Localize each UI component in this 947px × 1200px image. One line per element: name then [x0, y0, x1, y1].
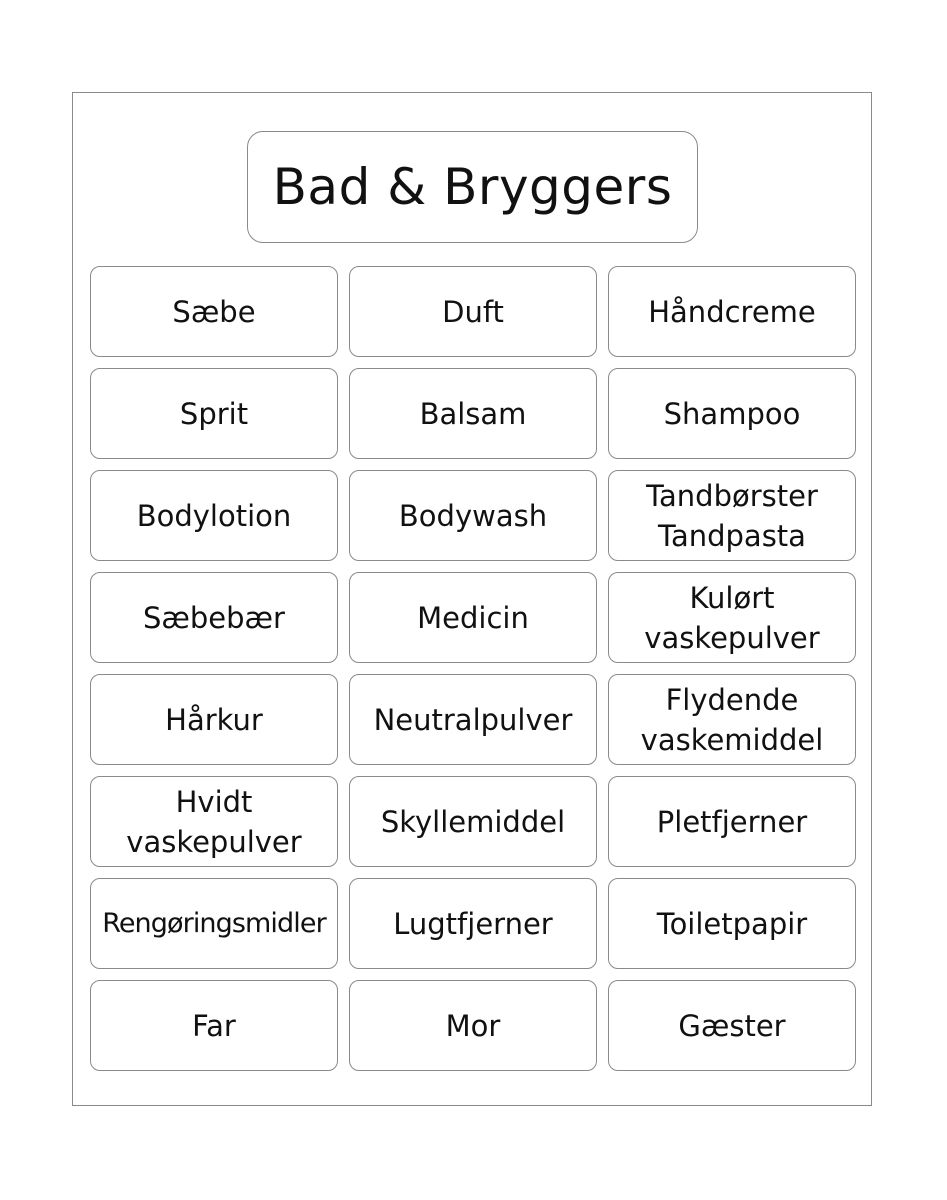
- label-text: Håndcreme: [648, 294, 816, 329]
- label-text: Pletfjerner: [656, 804, 808, 839]
- label-balsam: [349, 368, 597, 459]
- label-skyllemiddel: [349, 776, 597, 867]
- label-far: [90, 980, 338, 1071]
- label-haandcreme: [608, 266, 856, 357]
- label-text-line-2: vaskepulver: [644, 620, 820, 655]
- label-text: Lugtfjerner: [393, 906, 553, 941]
- label-sprit: [90, 368, 338, 459]
- label-pletfjerner: [608, 776, 856, 867]
- label-gaester: [608, 980, 856, 1071]
- label-hvidt-vaskepulver: [90, 776, 338, 867]
- page-title: Bad & Bryggers: [272, 158, 673, 216]
- label-duft: [349, 266, 597, 357]
- label-grid: [90, 266, 858, 1071]
- label-toiletpapir: [608, 878, 856, 969]
- label-text-line-2: vaskepulver: [126, 824, 302, 859]
- label-bodywash: [349, 470, 597, 561]
- label-text: Gæster: [678, 1008, 786, 1043]
- label-text: Far: [192, 1008, 236, 1043]
- label-text: Sæbe: [172, 294, 256, 329]
- label-text-line-2: vaskemiddel: [640, 722, 824, 757]
- label-text-line-2: Tandpasta: [658, 518, 806, 553]
- label-lugtfjerner: [349, 878, 597, 969]
- label-text: Neutralpulver: [373, 702, 573, 737]
- label-saebe: [90, 266, 338, 357]
- label-bodylotion: [90, 470, 338, 561]
- label-haarkur: [90, 674, 338, 765]
- label-text: Duft: [442, 294, 504, 329]
- label-text-line-1: Flydende: [665, 682, 799, 717]
- label-text: Rengøringsmidler: [102, 907, 326, 939]
- label-text: Skyllemiddel: [380, 804, 566, 839]
- label-text: Sæbebær: [143, 600, 285, 635]
- label-neutralpulver: [349, 674, 597, 765]
- label-text: Shampoo: [663, 396, 801, 431]
- label-text: Toiletpapir: [656, 906, 808, 941]
- label-text: Balsam: [419, 396, 527, 431]
- label-text: Bodywash: [398, 498, 548, 533]
- label-mor: [349, 980, 597, 1071]
- label-saebebaer: [90, 572, 338, 663]
- label-text: Hårkur: [165, 702, 263, 737]
- label-medicin: [349, 572, 597, 663]
- label-text-line-1: Tandbørster: [646, 478, 818, 513]
- label-text: Medicin: [417, 600, 529, 635]
- title-label: [247, 131, 698, 243]
- label-text-line-1: Kulørt: [689, 580, 775, 615]
- label-text-line-1: Hvidt: [175, 784, 253, 819]
- label-tandborster-tandpasta: [608, 470, 856, 561]
- label-kulort-vaskepulver: [608, 572, 856, 663]
- label-text: Sprit: [179, 396, 249, 431]
- label-text: Bodylotion: [136, 498, 292, 533]
- label-shampoo: [608, 368, 856, 459]
- label-text: Mor: [445, 1008, 501, 1043]
- label-flydende-vaskemiddel: [608, 674, 856, 765]
- label-rengoringsmidler: [90, 878, 338, 969]
